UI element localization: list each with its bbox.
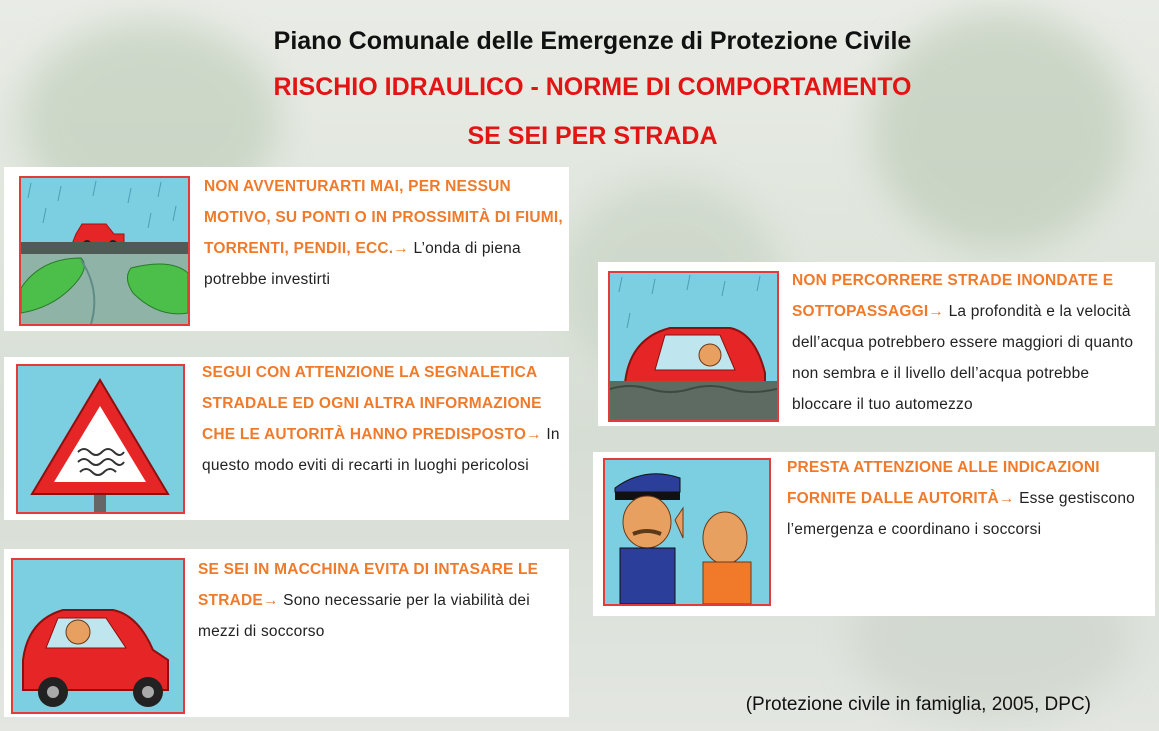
rule-body: In questo modo eviti di recarti in luoghi pericolosi: [202, 426, 560, 474]
rule-body: La profondità e la velocità dell’acqua potrebbero essere maggiori di quanto non sembra e il livello dell’acqua potrebbe bloccare il tuo automezzo: [792, 303, 1134, 413]
page-subtitle: RISCHIO IDRAULICO - NORME DI COMPORTAMENTO: [273, 73, 912, 101]
rule-highlight: NON AVVENTURARTI MAI, PER NESSUN MOTIVO, SU PONTI O IN PROSSIMITÀ DI FIUMI, TORRENTI, PENDII, ECC.: [204, 178, 563, 257]
rule-body: L’onda di piena potrebbe investirti: [204, 240, 521, 288]
rule-text: [202, 357, 562, 481]
rule-highlight: SEGUI CON ATTENZIONE LA SEGNALETICA STRADALE ED OGNI ALTRA INFORMAZIONE CHE LE AUTORITÀ HANNO PREDISPOSTO: [202, 364, 542, 443]
rule-text: [792, 265, 1147, 420]
rule-text: [198, 554, 563, 647]
section-title: SE SEI PER STRADA: [467, 122, 718, 150]
flooded-car-image: [610, 273, 777, 420]
rule-text: [787, 452, 1147, 545]
rule-card-authorities: [593, 452, 1155, 616]
policeman-image: [605, 460, 769, 604]
rule-body: Esse gestiscono l’emergenza e coordinano i soccorsi: [787, 490, 1136, 538]
arrow-icon: →: [928, 303, 945, 320]
bridge-car-image: [21, 178, 188, 324]
rule-card-flooded-roads: [598, 262, 1155, 426]
rule-card-signage: [4, 357, 569, 520]
car-driver-image: [13, 560, 183, 712]
citation: (Protezione civile in famiglia, 2005, DPC): [745, 694, 1091, 715]
rule-body: Sono necessarie per la viabilità dei mezzi di soccorso: [198, 592, 530, 640]
rule-card-traffic: [4, 549, 569, 717]
warning-sign-image: [18, 366, 183, 512]
arrow-icon: →: [393, 240, 409, 257]
rule-text: [204, 171, 564, 295]
rule-highlight: NON PERCORRERE STRADE INONDATE E SOTTOPASSAGGI: [792, 272, 1114, 320]
page-title: Piano Comunale delle Emergenze di Protezione Civile: [273, 27, 912, 55]
bridge-car-illustration: [19, 176, 190, 326]
flooded-car-illustration: [608, 271, 779, 422]
rule-highlight: PRESTA ATTENZIONE ALLE INDICAZIONI FORNITE DALLE AUTORITÀ: [787, 459, 1100, 507]
policeman-illustration: [603, 458, 771, 606]
car-driver-illustration: [11, 558, 185, 714]
warning-sign-illustration: [16, 364, 185, 514]
arrow-icon: →: [262, 592, 279, 609]
rule-highlight: SE SEI IN MACCHINA EVITA DI INTASARE LE STRADE: [198, 561, 539, 609]
arrow-icon: →: [526, 426, 542, 443]
arrow-icon: →: [998, 490, 1015, 507]
rule-card-bridges: [4, 167, 569, 331]
